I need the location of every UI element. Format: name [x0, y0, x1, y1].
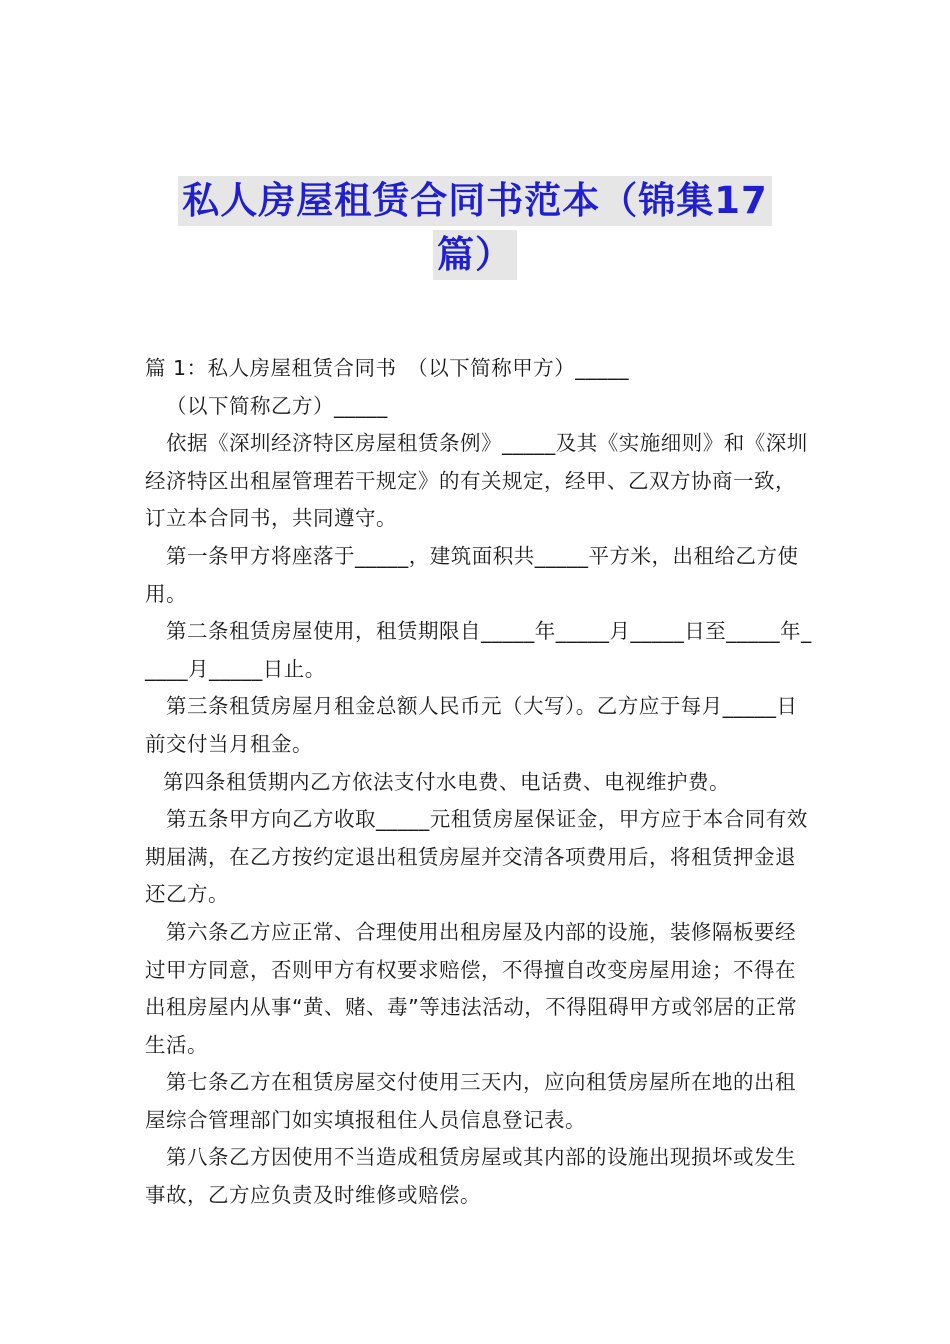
- paragraph-article-2: 第二条租赁房屋使用，租赁期限自_____年_____月_____日至_____年_____月_____日止。: [145, 619, 812, 681]
- paragraph-basis: 依据《深圳经济特区房屋租赁条例》_____及其《实施细则》和《深圳经济特区出租屋管理若干规定》的有关规定，经甲、乙双方协商一致，订立本合同书，共同遵守。: [145, 431, 808, 531]
- paragraph-article-8: 第八条乙方因使用不当造成租赁房屋或其内部的设施出现损坏或发生事故，乙方应负责及时维修或赔偿。: [145, 1145, 796, 1208]
- title-line-2: 篇）: [433, 230, 517, 280]
- paragraph-party-b: （以下简称乙方）_____: [166, 393, 388, 418]
- paragraph-article-6: 第六条乙方应正常、合理使用出租房屋及内部的设施，装修隔板要经过甲方同意，否则甲方有权要求赔偿，不得擅自改变房屋用途；不得在出租房屋内从事“黄、赌、毒”等违法活动，不得阻碍甲方或邻居的正常生活。: [145, 919, 798, 1057]
- paragraph-article-3: 第三条租赁房屋月租金总额人民币元（大写）。乙方应于每月_____日前交付当月租金。: [145, 694, 798, 756]
- paragraph-heading: 篇 1：私人房屋租赁合同书 （以下简称甲方）_____: [145, 356, 630, 380]
- contract-body: [145, 350, 815, 1215]
- title-line-1: 私人房屋租赁合同书范本（锦集17: [178, 176, 772, 226]
- document-title: [0, 176, 950, 284]
- paragraph-article-5: 第五条甲方向乙方收取_____元租赁房屋保证金，甲方应于本合同有效期届满，在乙方按约定退出租赁房屋并交清各项费用后，将租赁押金退还乙方。: [145, 807, 808, 907]
- paragraph-article-4: 第四条租赁期内乙方依法支付水电费、电话费、电视维护费。: [163, 769, 730, 794]
- paragraph-article-7: 第七条乙方在租赁房屋交付使用三天内，应向租赁房屋所在地的出租屋综合管理部门如实填报租住人员信息登记表。: [145, 1070, 796, 1132]
- paragraph-article-1: 第一条甲方将座落于_____，建筑面积共_____平方米，出租给乙方使用。: [145, 543, 799, 606]
